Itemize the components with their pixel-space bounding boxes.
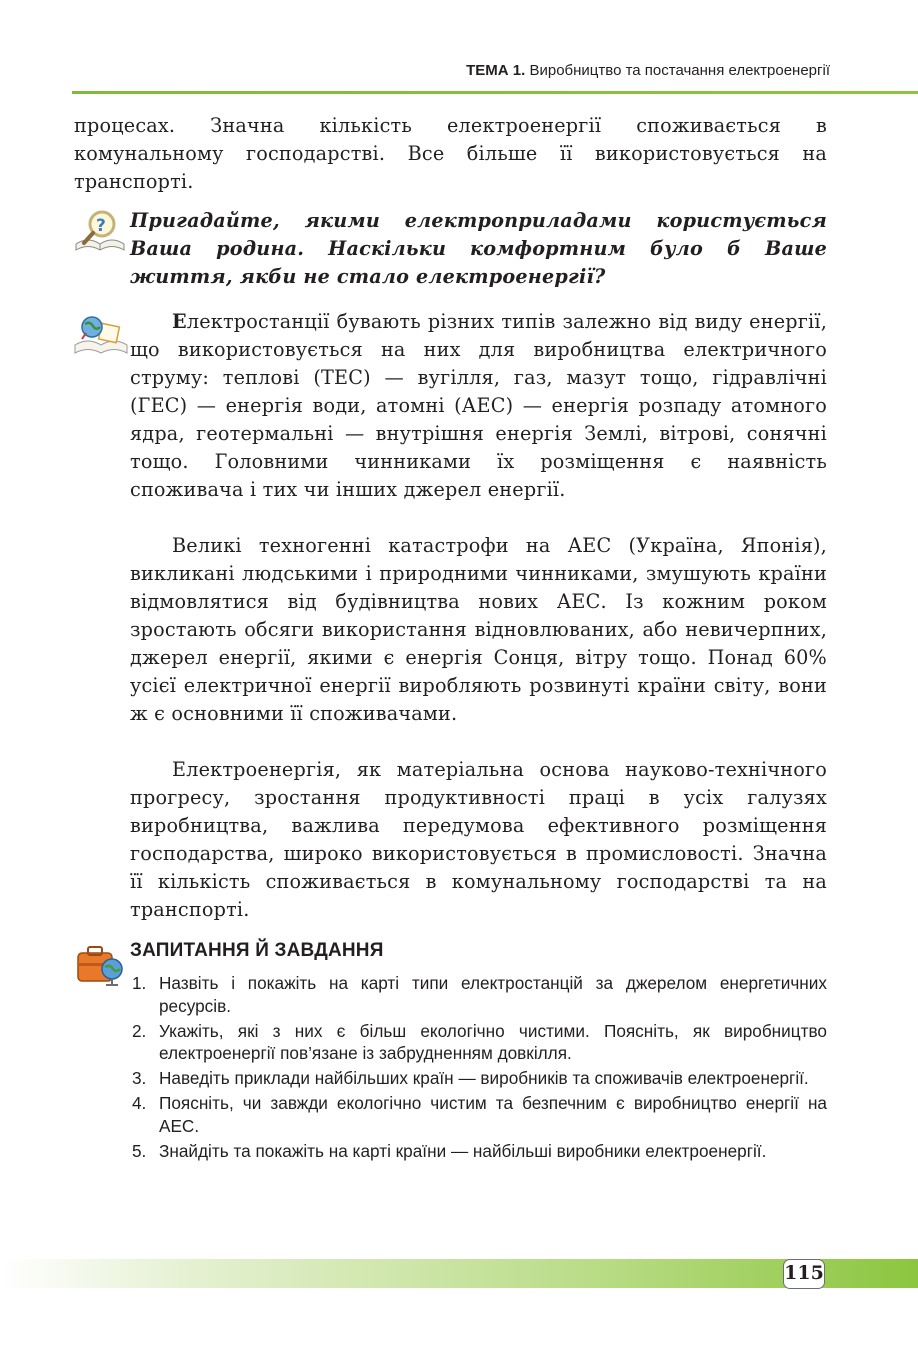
running-header	[466, 62, 830, 79]
paragraph-3-text: Електроенергія, як матеріальна основа науково-технічного прогресу, зростання продуктивності праці в усіх галузях виробництва, важлива передумова ефективного розміщення господарства, широко використовується в промисловості. Значна її кількість споживається в комунальному господарстві та на транспорті.	[130, 758, 827, 921]
body-paragraph-3	[130, 756, 827, 924]
task-text: Наведіть приклади найбільших країн — виробників та споживачів електроенергії.	[159, 1068, 809, 1088]
list-item	[130, 1020, 827, 1065]
task-number: 4.	[132, 1093, 147, 1113]
magnifier-question-icon	[72, 206, 128, 256]
topic-label: ТЕМА 1.	[466, 62, 526, 79]
list-item	[130, 1092, 827, 1137]
task-number: 5.	[132, 1140, 147, 1161]
list-item	[130, 1067, 827, 1090]
body-paragraph-1	[130, 308, 827, 504]
task-text: Поясніть, чи завжди екологічно чистим та безпечним є виробництво енергії на АЕС.	[159, 1093, 827, 1136]
list-item	[130, 972, 827, 1017]
intro-paragraph: процесах. Значна кількість електроенергії споживається в комунальному господарстві. Все більше її використовується на транспорті.	[74, 114, 827, 193]
task-text: Укажіть, які з них є більш екологічно чистими. Поясніть, як виробництво електроенергії пов’язане із забрудненням довкілля.	[159, 1020, 827, 1063]
task-number: 1.	[132, 973, 147, 993]
page-number: 115	[783, 1259, 825, 1289]
footer-bar	[0, 1259, 918, 1288]
tasks-section-title: ЗАПИТАННЯ Й ЗАВДАННЯ	[130, 940, 384, 961]
paragraph-1-text: лектростанції бувають різних типів залежно від виду енергії, що використовується на них для виробництва електричного струму: теплові (ТЕС) — вугілля, газ, мазут тощо, гідравлічні (ГЕС) — енергія води, атомні (АЕС) — енергія розпаду атомного ядра, геотермальні — внутрішня енергія Землі, вітрові, сонячні тощо. Головними чинниками їх розміщення є наявність споживача і тих чи інших джерел енергії.	[130, 310, 827, 501]
paragraph-2-text: Великі техногенні катастрофи на АЕС (Україна, Японія), викликані людськими і природними чинниками, змушують країни відмовлятися від будівництва нових АЕС. Із кожним роком зростають обсяги використання відновлюваних, або невичерпних, джерел енергії, якими є енергія Сонця, вітру тощо. Понад 60% усієї електричної енергії виробляють розвинуті країни світу, вони ж є основними її споживачами.	[130, 534, 827, 725]
recall-question: Пригадайте, якими електроприладами користується Ваша родина. Наскільки комфортним було б Ваше життя, якби не стало електроенергії?	[130, 209, 827, 288]
header-divider	[72, 91, 918, 94]
tasks-list	[130, 972, 827, 1165]
body-paragraph-2	[130, 532, 827, 728]
briefcase-globe-icon	[72, 937, 128, 989]
task-number: 2.	[132, 1020, 147, 1041]
task-number: 3.	[132, 1068, 147, 1088]
task-text: Знайдіть та покажіть на карті країни — найбільші виробники електроенергії.	[159, 1140, 767, 1161]
topic-title: Виробництво та постачання електроенергії	[529, 62, 830, 79]
task-text: Назвіть і покажіть на карті типи електростанцій за джерелом енергетичних ресурсів.	[159, 973, 827, 1016]
globe-book-icon	[72, 307, 130, 359]
list-item	[130, 1140, 827, 1163]
svg-text:?: ?	[96, 216, 106, 236]
paragraph-initial: Е	[172, 310, 187, 333]
